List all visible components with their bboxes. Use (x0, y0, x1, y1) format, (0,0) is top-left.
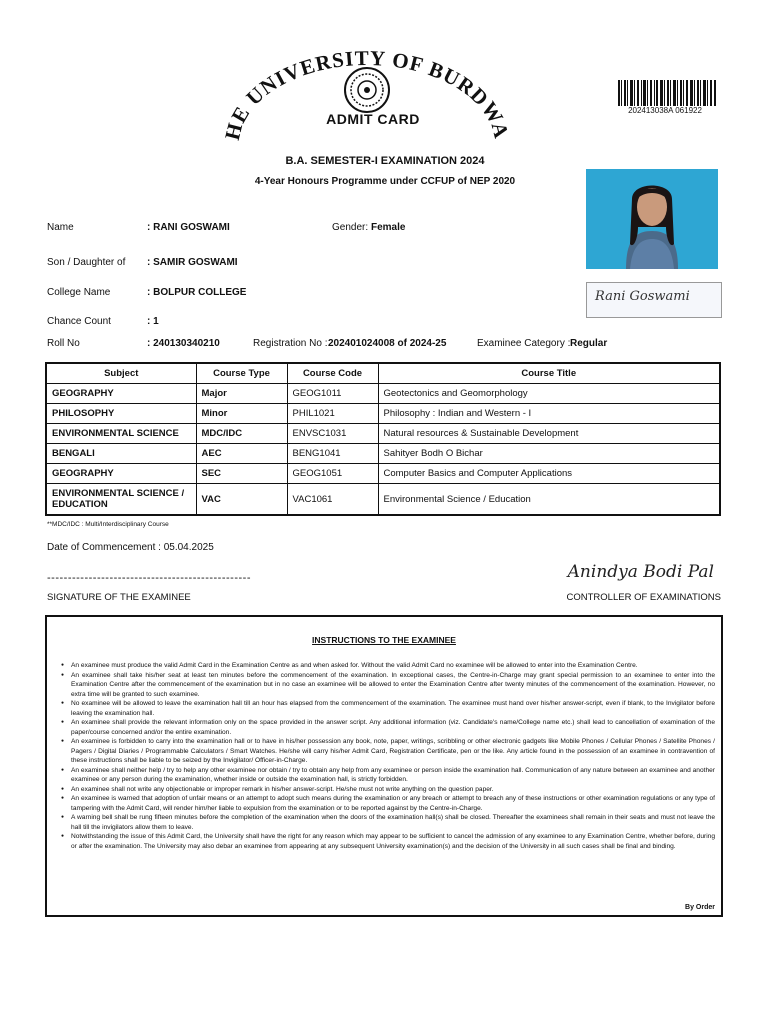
name-value: : RANI GOSWAMI (147, 222, 230, 233)
instruction-item: ● An examinee is warned that adoption of unfair means or an attempt to adopt such means during the examination or any breach or attempt to breach any of these instructions or other examination regulations or any type of tampering with the Admit Card, will render him/her liable to expulsion from the examination or to be reported against by the Centre-in-Charge. (71, 794, 715, 813)
instruction-item: ● An examinee shall provide the relevant information only on the space provided in the answer script. Any additional information (viz. Candidate's name/College name etc.) shall lead to cancellation of examination of the paper/course concerned and/or the entire examination. (71, 718, 715, 737)
by-order: By Order (685, 904, 715, 911)
course-title-cell: Natural resources & Sustainable Development (378, 424, 720, 444)
examinee-signature-label: SIGNATURE OF THE EXAMINEE (47, 592, 191, 603)
signature-line: ------------------------------------------------- (47, 572, 251, 584)
col-header-course-code: Course Code (287, 363, 378, 384)
instructions-box (45, 615, 723, 917)
subjects-table (45, 362, 721, 516)
course-type-cell: MDC/IDC (196, 424, 287, 444)
subject-cell: GEOGRAPHY (46, 384, 196, 404)
university-logo (222, 40, 512, 150)
course-title-cell: Geotectonics and Geomorphology (378, 384, 720, 404)
course-type-cell: SEC (196, 464, 287, 484)
table-header-row (46, 363, 720, 384)
commencement-date: Date of Commencement : 05.04.2025 (47, 542, 214, 553)
col-header-subject: Subject (46, 363, 196, 384)
category-value: Regular (570, 338, 608, 349)
instructions-title: INSTRUCTIONS TO THE EXAMINEE (312, 635, 456, 645)
instruction-item: ● A warning bell shall be rung fifteen minutes before the completion of the examination when the doors of the examination hall(s) shall be closed. Thereafter the examinees shall remain in their seats and must not leave the hall till the invigilators allow them to leave. (71, 813, 715, 832)
table-row (46, 464, 720, 484)
instruction-item: ● Notwithstanding the issue of this Admit Card, the University shall have the right for any reason which may appear to be sufficient to cancel the admission of any examinee to any Examination Centre, whether before, during or after the examination. The University may also debar an examinee from appearing at any subsequent University examination(s) and the decision of the University in all such cases shall be final and binding. (71, 832, 715, 851)
registration-value: 202401024008 of 2024-25 (328, 338, 447, 349)
category-label: Examinee Category : (477, 338, 571, 349)
name-label: Name (47, 222, 74, 233)
table-row (46, 384, 720, 404)
course-code-cell: GEOG1011 (287, 384, 378, 404)
university-name-arc: HE UNIVERSITY OF BURDWA (222, 45, 512, 143)
barcode-number: 202413038A 061922 (628, 106, 702, 115)
gender-value: Female (371, 222, 406, 233)
course-title-cell: Computer Basics and Computer Applications (378, 464, 720, 484)
course-type-cell: Major (196, 384, 287, 404)
col-header-course-title: Course Title (378, 363, 720, 384)
course-title-cell: Environmental Science / Education (378, 484, 720, 516)
subject-cell: PHILOSOPHY (46, 404, 196, 424)
table-row (46, 424, 720, 444)
course-code-cell: PHIL1021 (287, 404, 378, 424)
programme-title: 4-Year Honours Programme under CCFUP of NEP 2020 (254, 176, 516, 187)
parent-label: Son / Daughter of (47, 257, 126, 268)
gender-label: Gender: (332, 222, 369, 233)
table-row (46, 484, 720, 516)
exam-title: B.A. SEMESTER-I EXAMINATION 2024 (285, 155, 485, 167)
course-code-cell: BENG1041 (287, 444, 378, 464)
course-code-cell: GEOG1051 (287, 464, 378, 484)
registration-label: Registration No : (253, 338, 328, 349)
chance-label: Chance Count (47, 316, 111, 327)
controller-signature-text: Anindya Bodi Pal (567, 562, 714, 582)
instruction-item: ● No examinee will be allowed to leave the examination hall till an hour has elapsed from the commencement of the examination. The examinee must hand over his/her answer-script, even if blank, to the Invigilator before leaving the examination hall. (71, 699, 715, 718)
controller-signature (528, 558, 718, 594)
subject-cell: GEOGRAPHY (46, 464, 196, 484)
instruction-item: ● An examinee must produce the valid Admit Card in the Examination Centre as and when asked for. Without the valid Admit Card no examinee will be allowed to enter into the Examination Centre. (71, 661, 715, 671)
chance-value: : 1 (147, 316, 159, 327)
instruction-item: ● An examinee shall take his/her seat at least ten minutes before the commencement of the examination. In exceptional cases, the Centre-in-Charge may grant special permission to an examinee to enter into the Examination Centre after the commencement of the examination but in no case an examinee will be allowed to enter the Examination Centre after twenty minutes of the commencement of the examination. However, no extra time will be granted to such examinee. (71, 671, 715, 700)
subject-cell: ENVIRONMENTAL SCIENCE (46, 424, 196, 444)
instruction-item: ● An examinee is forbidden to carry into the examination hall or to have in his/her possession any book, note, paper, writings, scribbling or other electronic gadgets like Mobile Phones / Cellular Phones / Satellite Phones / Pagers / Digital Diaries / Programmable Calculators / Smart Watches. He/she will carry his/her Admit Card, Registration Certificate, pen or the like. Any article found in the possession of an examinee in contravention of these instructions shall be liable to be seized by the Invigilator/ Officer-in-Charge. (71, 737, 715, 766)
footnote: **MDC/IDC : Multi/Interdisciplinary Course (47, 521, 169, 528)
college-label: College Name (47, 287, 111, 298)
course-type-cell: VAC (196, 484, 287, 516)
roll-label: Roll No (47, 338, 80, 349)
candidate-signature-box (586, 282, 722, 318)
college-value: : BOLPUR COLLEGE (147, 287, 247, 298)
controller-label: CONTROLLER OF EXAMINATIONS (566, 592, 721, 603)
col-header-course-type: Course Type (196, 363, 287, 384)
course-type-cell: AEC (196, 444, 287, 464)
candidate-photo (586, 169, 718, 269)
course-type-cell: Minor (196, 404, 287, 424)
roll-value: : 240130340210 (147, 338, 220, 349)
course-code-cell: ENVSC1031 (287, 424, 378, 444)
instruction-item: ● An examinee shall neither help / try to help any other examinee nor obtain / try to obtain any help from any examinee or person inside the examination hall. Communication of any nature between an examinee and another examinee or any person during the examination, whether inside or outside the examination hall, is strictly forbidden. (71, 766, 715, 785)
parent-value: : SAMIR GOSWAMI (147, 257, 238, 268)
subject-cell: BENGALI (46, 444, 196, 464)
course-title-cell: Philosophy : Indian and Western - I (378, 404, 720, 424)
table-row (46, 404, 720, 424)
instructions-list (61, 661, 715, 851)
course-code-cell: VAC1061 (287, 484, 378, 516)
instruction-item: ● An examinee shall not write any objectionable or improper remark in his/her answer-script. He/she must not write anything on the question paper. (71, 785, 715, 795)
barcode-icon (618, 80, 716, 106)
candidate-signature: Rani Goswami (595, 289, 690, 304)
emblem-icon (345, 68, 389, 112)
admit-card-label: ADMIT CARD (326, 111, 420, 127)
table-row (46, 444, 720, 464)
subject-cell: ENVIRONMENTAL SCIENCE / EDUCATION (46, 484, 196, 516)
course-title-cell: Sahityer Bodh O Bichar (378, 444, 720, 464)
